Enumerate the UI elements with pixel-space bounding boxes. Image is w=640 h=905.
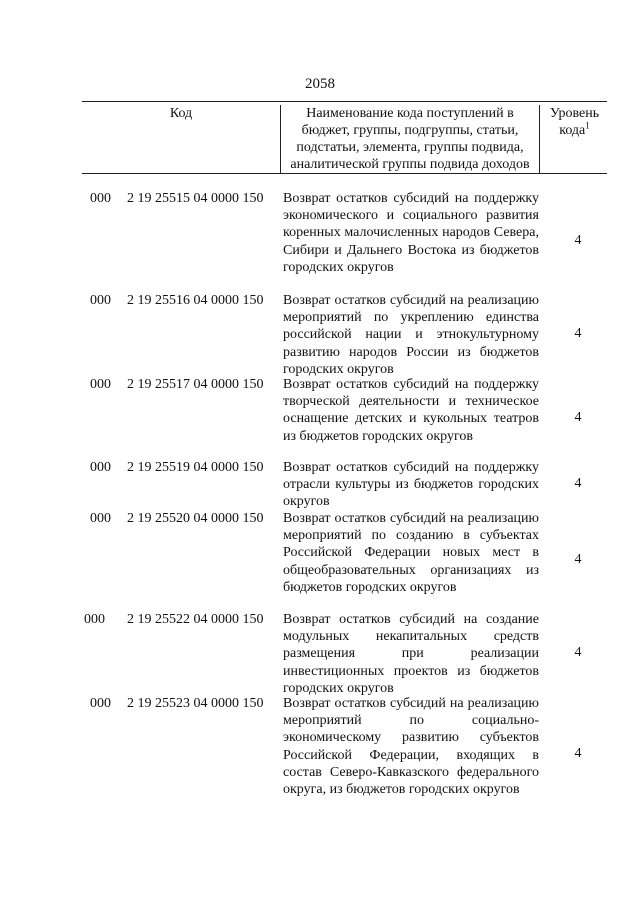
code-level: 4 [574, 233, 582, 248]
revenue-name: Возврат остатков субсидий на реализацию мероприятий по созданию в субъектах Российской Федерации новых мест в общеобразовательных организациях из бюджетов городских округов [283, 511, 539, 595]
header-level [542, 105, 607, 139]
revenue-code: 2 19 25523 04 0000 150 [127, 696, 264, 711]
admin-code: 000 [90, 460, 111, 475]
code-level: 4 [574, 645, 582, 660]
header-name: Наименование кода поступлений в бюджет, группы, подгруппы, статьи, подстатьи, элемента, группы подвида, аналитической группы подвида доходов [280, 105, 540, 173]
revenue-name: Возврат остатков субсидий на реализацию мероприятий по укреплению единства российской нации и этнокультурному развитию народов России из бюджетов городских округов [283, 293, 539, 377]
code-level: 4 [574, 326, 582, 341]
revenue-code: 2 19 25519 04 0000 150 [127, 460, 264, 475]
code-level: 4 [574, 476, 582, 491]
admin-code: 000 [90, 511, 111, 526]
revenue-name: Возврат остатков субсидий на реализацию мероприятий по социально-экономическому развитию субъектов Российской Федерации, входящих в состав Северо-Кавказского федерального округа, из бюджетов городских округов [283, 696, 539, 798]
admin-code: 000 [90, 293, 111, 308]
header-level-footnote: 1 [585, 120, 590, 131]
admin-code: 000 [90, 377, 111, 392]
code-level: 4 [574, 746, 582, 761]
revenue-code: 2 19 25522 04 0000 150 [127, 612, 264, 627]
header-level-label: Уровень кода [549, 106, 600, 138]
code-level: 4 [574, 410, 582, 425]
revenue-code: 2 19 25520 04 0000 150 [127, 511, 264, 526]
revenue-code: 2 19 25515 04 0000 150 [127, 191, 264, 206]
admin-code: 000 [90, 191, 111, 206]
revenue-name: Возврат остатков субсидий на поддержку отрасли культуры из бюджетов городских округов [283, 460, 539, 510]
header-code: Код [169, 106, 193, 121]
revenue-code: 2 19 25517 04 0000 150 [127, 377, 264, 392]
revenue-name: Возврат остатков субсидий на поддержку экономического и социального развития коренных малочисленных народов Севера, Сибири и Дальнего Востока из бюджетов городских округов [283, 191, 539, 275]
revenue-code: 2 19 25516 04 0000 150 [127, 293, 264, 308]
admin-code: 000 [90, 696, 111, 711]
code-level: 4 [574, 552, 582, 567]
revenue-name: Возврат остатков субсидий на поддержку творческой деятельности и техническое оснащение детских и кукольных театров из бюджетов городских округов [283, 377, 539, 444]
admin-code: 000 [84, 612, 105, 627]
revenue-name: Возврат остатков субсидий на создание модульных некапитальных средств размещения при реализации инвестиционных проектов из бюджетов городских округов [283, 612, 539, 696]
table-header [82, 101, 607, 174]
page-number: 2058 [305, 76, 335, 92]
